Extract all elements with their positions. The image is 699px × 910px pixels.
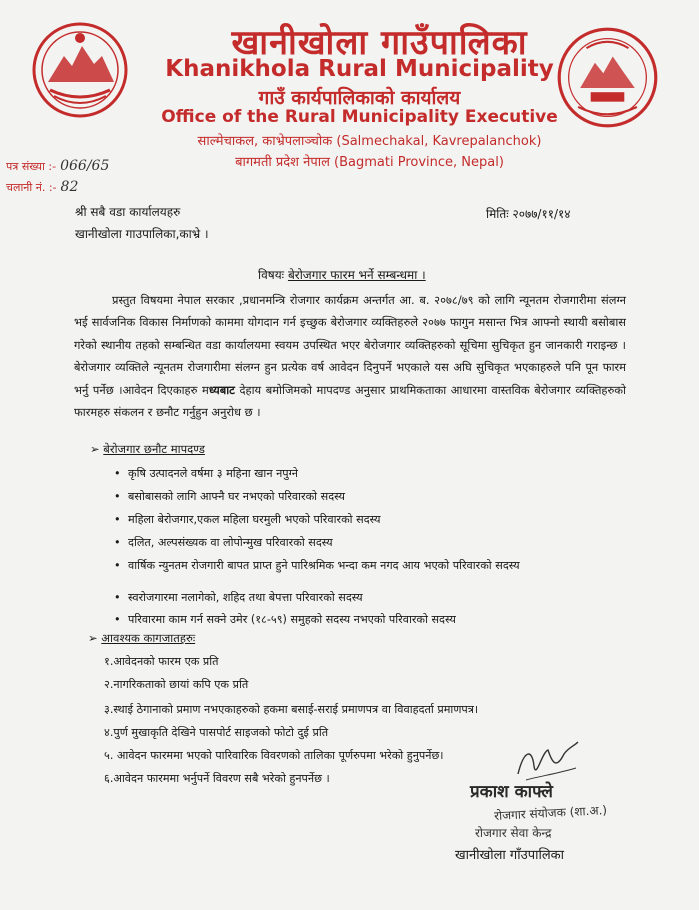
arrow-bullet-icon: ➢ xyxy=(88,631,98,645)
letterhead-english-office: Office of the Rural Municipality Executive xyxy=(161,107,558,127)
patra-value: 066/65 xyxy=(60,158,110,174)
criteria-item: • स्वरोजगारमा नलागेको, शहिद तथा बेपत्ता परिवारको सदस्य xyxy=(128,588,608,608)
arrow-bullet-icon: ➢ xyxy=(90,442,100,456)
criteria-item: • कृषि उत्पादनले वर्षमा ३ महिना खान नपुग्ने xyxy=(128,464,608,484)
letterhead-nepali-name: खानीखोला गाउँपालिका xyxy=(231,23,528,63)
signatory-designation: रोजगार संयोजक (शा.अ.) xyxy=(493,803,608,823)
subject-line xyxy=(258,266,426,283)
criteria-item: • वार्षिक न्युनतम रोजगारी बापत प्राप्त हुने पारिश्रमिक भन्दा कम नगद आय भएको परिवारको सदस्य xyxy=(128,556,608,576)
criteria-item: • दलित, अल्पसंख्यक वा लोपोन्मुख परिवारको सदस्य xyxy=(128,533,608,553)
subject-label: विषयः xyxy=(258,268,285,282)
documents-heading xyxy=(88,631,195,646)
body-text-end: देहाय बमोजिमको मापदण्ड अनुसार प्राथमिकताका आधारमा वास्तविक बेरोजगार व्यक्तिहरुको फारमहरु संकलन र छनौट गर्नुहुन अनुरोध छ । xyxy=(74,382,626,420)
body-paragraph xyxy=(74,289,626,423)
document-item: ३.स्थाई ठेगानाको प्रमाण नभएकाहरुको हकमा बसाई-सराई प्रमाणपत्र वा विवाहदर्ता प्रमाणपत्र। xyxy=(104,703,479,716)
document-item: २.नागरिकताको छायां कपि एक प्रति xyxy=(104,678,249,691)
letterhead-address: साल्मेचाकल, काभ्रेपलाञ्चोक (Salmechakal, Kavrepalanchok) xyxy=(197,134,542,149)
signatory-office: रोजगार सेवा केन्द्र xyxy=(475,826,552,840)
document-item: ५. आवेदन फारममा भएको पारिवारिक विवरणको तालिका पूर्णरुपमा भरेको हुनुपर्नेछ। xyxy=(104,749,444,762)
documents-heading-text: आवश्यक कागजातहरुः xyxy=(101,631,196,645)
criteria-item: • महिला बेरोजगार,एकल महिला घरमुली भएको परिवारको सदस्य xyxy=(128,510,608,530)
letterhead-province: बागमती प्रदेश नेपाल (Bagmati Province, Nepal) xyxy=(235,155,504,170)
letter-date: मितिः २०७७/११/१४ xyxy=(486,207,571,221)
document-item: ४.पुर्ण मुखाकृति देखिने पासपोर्ट साइजको फोटो दुई प्रति xyxy=(104,726,329,739)
signatory-name: प्रकाश काफ्ले xyxy=(470,782,553,802)
document-item: ६.आवेदन फारममा भर्नुपर्ने विवरण सबै भरेको हुनपर्नेछ । xyxy=(104,772,330,785)
chalani-label: चलानी नं. :- xyxy=(6,181,57,194)
recipient-line-1: श्री सबै वडा कार्यालयहरु xyxy=(75,205,181,219)
letterhead-english-name: Khanikhola Rural Municipality xyxy=(165,56,554,82)
chalani-number xyxy=(6,179,78,195)
letterhead-nepali-office: गाउँ कार्यपालिकाको कार्यालय xyxy=(258,87,461,109)
criteria-heading-text: बेरोजगार छनौट मापदण्ड xyxy=(103,442,205,456)
chalani-value: 82 xyxy=(60,179,79,195)
subject-text: बेरोजगार फारम भर्ने सम्बन्धमा । xyxy=(287,268,426,282)
body-text-start: प्रस्तुत विषयमा नेपाल सरकार ,प्रधानमन्त्रि रोजगार कार्यक्रम अन्तर्गत आ. ब. २०७८/७९ को लागि न्यूनतम रोजगारीमा संलग्न भई सार्वजनिक विकास निर्माणको काममा योगदान गर्न इच्छुक बेरोजगार व्यक्तिहरुले २०७७ फागुन मसान्त भित्र आफ्नो स्थायी बसोबास गरेको स्थानीय तहको सम्बन्धित वडा कार्यालयमा स्वयम उपस्थित भएर बेरोजगार व्यक्तिहरुको सूचिमा सुचिकृत हुन जानकारी गराइन्छ ।बेरोजगार व्यक्तिले न्यूनतम रोजगारीमा संलग्न हुन प्रत्येक वर्ष आवेदन दिनुपर्ने भएकाले यस अघि सुचिकृत भएकाहरुले पनि पून फारम भर्नु पर्नेछ ।आवेदन दिएकाहरु म xyxy=(74,293,626,397)
criteria-heading xyxy=(90,442,205,457)
signatory-municipality: खानीखोला गाँउपालिका xyxy=(455,848,564,863)
recipient-line-2: खानीखोला गाउपालिका,काभ्रे । xyxy=(75,227,209,241)
body-text-bold: ध्यबाट xyxy=(208,382,235,397)
criteria-item: • परिवारमा काम गर्न सक्ने उमेर (१८-५९) समुहको सदस्य नभएको परिवारको सदस्य xyxy=(128,610,608,630)
patra-label: पत्र संख्या :- xyxy=(6,160,57,173)
patra-sankhya xyxy=(6,158,109,174)
criteria-item: • बसोबासको लागि आफ्नै घर नभएको परिवारको सदस्य xyxy=(128,487,608,507)
document-item: १.आवेदनको फारम एक प्रति xyxy=(104,655,219,668)
